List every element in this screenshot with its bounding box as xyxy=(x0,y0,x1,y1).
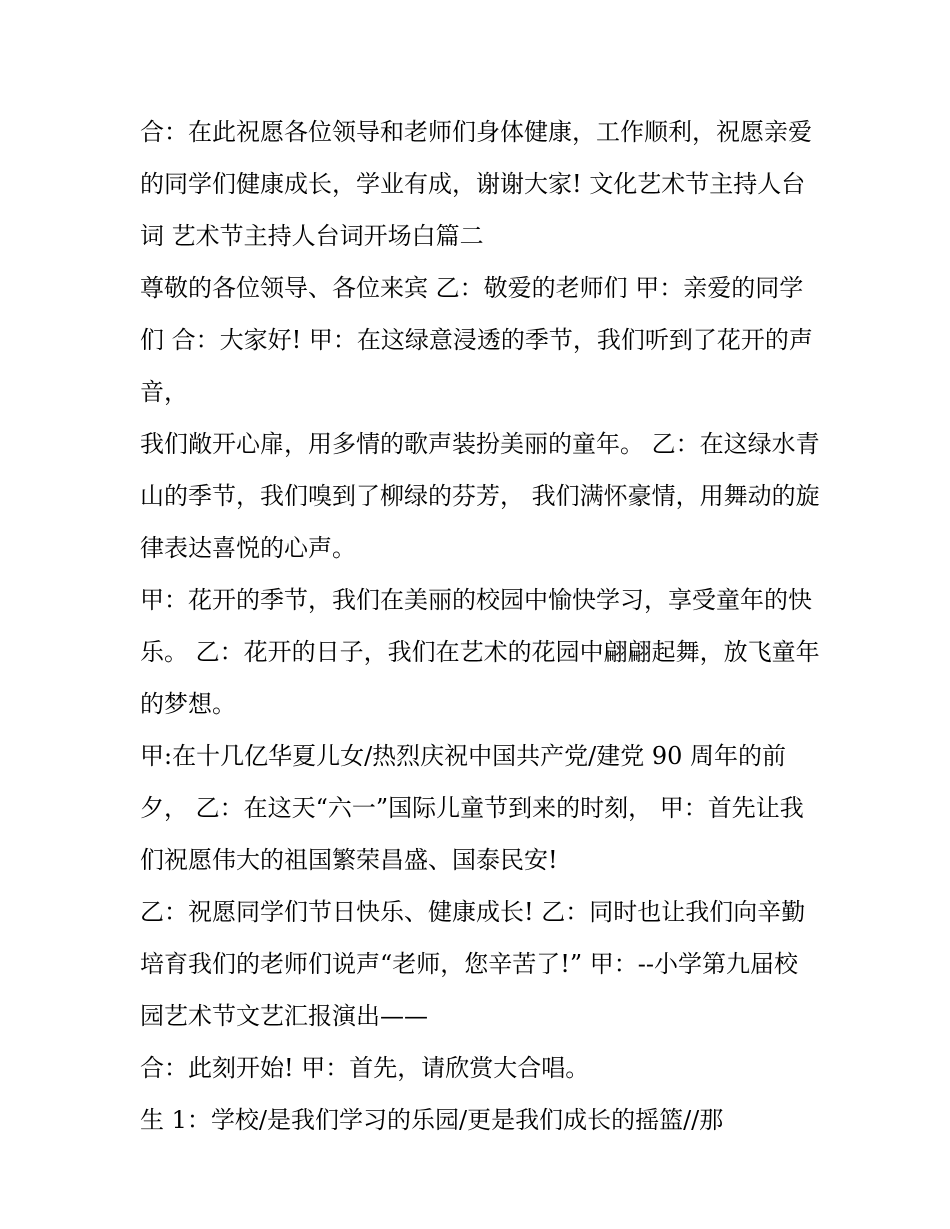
paragraph-7: 合：此刻开始! 甲：首先，请欣赏大合唱。 xyxy=(140,1054,590,1082)
paragraph-8: 生 1：学校/是我们学习的乐园/更是我们成长的摇篮//那 xyxy=(140,1106,724,1134)
paragraph-6: 乙：祝愿同学们节日快乐、健康成长! 乙：同时也让我们向辛勤培育我们的老师们说声“老师，您辛苦了!” 甲：--小学第九届校园艺术节文艺汇报演出—— xyxy=(140,898,806,1030)
paragraph-1: 合：在此祝愿各位领导和老师们身体健康，工作顺利，祝愿亲爱的同学们健康成长，学业有成，谢谢大家! 文化艺术节主持人台词 艺术节主持人台词开场白篇二 xyxy=(140,118,812,250)
paragraph-3: 我们敞开心扉，用多情的歌声装扮美丽的童年。 乙：在这绿水青山的季节，我们嗅到了柳绿的芬芳， 我们满怀豪情，用舞动的旋律表达喜悦的心声。 xyxy=(140,430,820,562)
paragraph-2: 尊敬的各位领导、各位来宾 乙：敬爱的老师们 甲：亲爱的同学们 合：大家好! 甲：在这绿意浸透的季节，我们听到了花开的声音， xyxy=(140,274,813,406)
document-body xyxy=(140,106,820,1146)
paragraph-5: 甲:在十几亿华夏儿女/热烈庆祝中国共产党/建党 90 周年的前夕， 乙：在这天“六一”国际儿童节到来的时刻， 甲：首先让我们祝愿伟大的祖国繁荣昌盛、国泰民安! xyxy=(140,742,804,874)
paragraph-4: 甲：花开的季节，我们在美丽的校园中愉快学习，享受童年的快乐。 乙：花开的日子，我们在艺术的花园中翩翩起舞，放飞童年的梦想。 xyxy=(140,586,820,718)
